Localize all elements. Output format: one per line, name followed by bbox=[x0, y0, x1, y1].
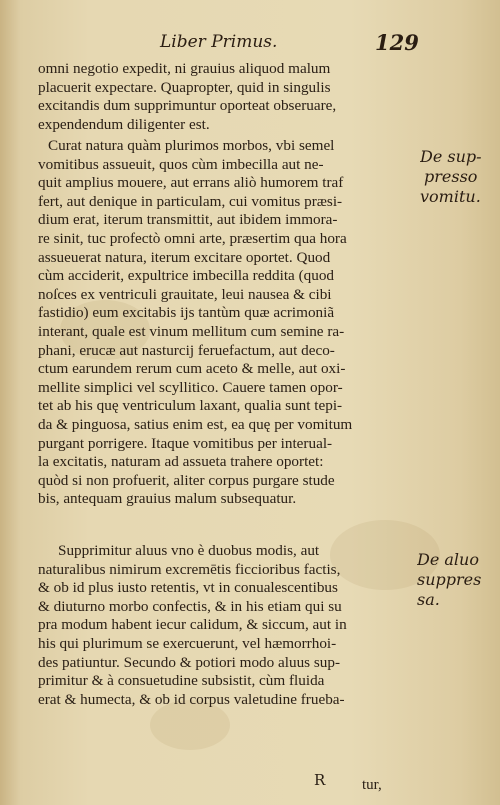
catchword: tur, bbox=[362, 777, 382, 793]
text-line: quòd si non profuerit, aliter corpus purgare stude bbox=[38, 471, 335, 489]
text-line: mellite simplici vel scyllitico. Cauere tamen opor- bbox=[38, 378, 343, 396]
text-line: naturalibus nimirum excremētis ficcioribus factis, bbox=[38, 560, 341, 578]
text-line: fastidio) eum excitabis ijs tantùm quæ acrimoniã bbox=[38, 304, 335, 322]
text-line: pra modum habent iecur calidum, & siccum, aut in bbox=[38, 616, 347, 634]
text-line: vomitibus assueuit, quos cùm imbecilla aut ne- bbox=[38, 155, 324, 173]
text-line: omni negotio expedit, ni grauius aliquod malum bbox=[38, 60, 331, 77]
margin-note-line: vomitu. bbox=[420, 187, 481, 206]
text-line: primitur & à consuetudine subsistit, cùm fluida bbox=[38, 672, 325, 690]
text-line: erat & humecta, & ob id corpus valetudine frueba- bbox=[38, 690, 345, 708]
text-line: Supprimitur aluus vno è duobus modis, aut bbox=[58, 542, 320, 559]
page-number: 129 bbox=[375, 30, 419, 55]
text-line: tet ab his quę ventriculum laxant, qualia sunt tepi- bbox=[38, 397, 343, 415]
text-line: da & pinguosa, satius enim est, ea quę per vomitum bbox=[38, 415, 353, 433]
text-line: phani, erucæ aut nasturcij feruefactum, aut deco- bbox=[38, 341, 335, 359]
text-line: dium erat, iterum transmittit, aut ibidem immora- bbox=[38, 211, 338, 229]
paragraph-1 bbox=[38, 60, 413, 134]
margin-note-line: sa. bbox=[417, 590, 440, 609]
text-line: noſces ex ventriculi grauitate, leui nausea & cibi bbox=[38, 285, 332, 303]
text-line: excitandis dum supprimuntur oporteat obseruare, bbox=[38, 97, 337, 115]
margin-note-line: De sup- bbox=[420, 147, 482, 166]
text-line: ctum earundem rerum cum aceto & melle, aut oxi- bbox=[38, 360, 346, 378]
paragraph-2 bbox=[38, 137, 413, 509]
signature-mark: R bbox=[314, 771, 326, 789]
text-line: fert, aut denique in particulam, cui vomitus præsi- bbox=[38, 192, 343, 210]
text-line: quit amplius mouere, aut errans aliò humorem traf bbox=[38, 174, 344, 192]
margin-note-line: De aluo bbox=[417, 550, 479, 569]
text-line: bis, antequam grauius malum subsequatur. bbox=[38, 490, 297, 508]
text-line: expendendum diligenter est. bbox=[38, 115, 210, 133]
text-line: purgant porrigere. Itaque vomitibus per interual- bbox=[38, 434, 333, 452]
text-line: re sinit, tuc profectò omni arte, præsertim qua hora bbox=[38, 229, 347, 247]
text-line: la excitatis, naturam ad assueta trahere oportet: bbox=[38, 453, 324, 471]
margin-note-line: presso bbox=[424, 167, 478, 186]
paragraph-3 bbox=[38, 542, 413, 709]
text-line: cùm acciderit, expultrice imbecilla reddita (quod bbox=[38, 267, 335, 285]
page-header bbox=[0, 32, 500, 56]
text-line: Curat natura quàm plurimos morbos, vbi semel bbox=[48, 137, 335, 154]
text-line: his qui plurimum se exercuerunt, vel hæmorrhoi- bbox=[38, 634, 337, 652]
text-line: assueuerat natura, iterum excitare oportet. Quod bbox=[38, 248, 331, 266]
margin-note-vomitu bbox=[420, 147, 500, 207]
text-line: & diuturno morbo confectis, & in his etiam qui su bbox=[38, 597, 342, 615]
text-line: interant, quale est vinum mellitum cum semine ra- bbox=[38, 322, 345, 340]
text-line: placuerit expectare. Quapropter, quid in singulis bbox=[38, 78, 331, 96]
text-line: & ob id plus iusto retentis, vt in conualescentibus bbox=[38, 579, 338, 597]
text-line: des patiuntur. Secundo & potiori modo aluus sup- bbox=[38, 653, 341, 671]
margin-note-line: suppres bbox=[417, 570, 482, 589]
running-head: Liber Primus. bbox=[160, 32, 278, 52]
margin-note-aluo bbox=[417, 550, 497, 610]
